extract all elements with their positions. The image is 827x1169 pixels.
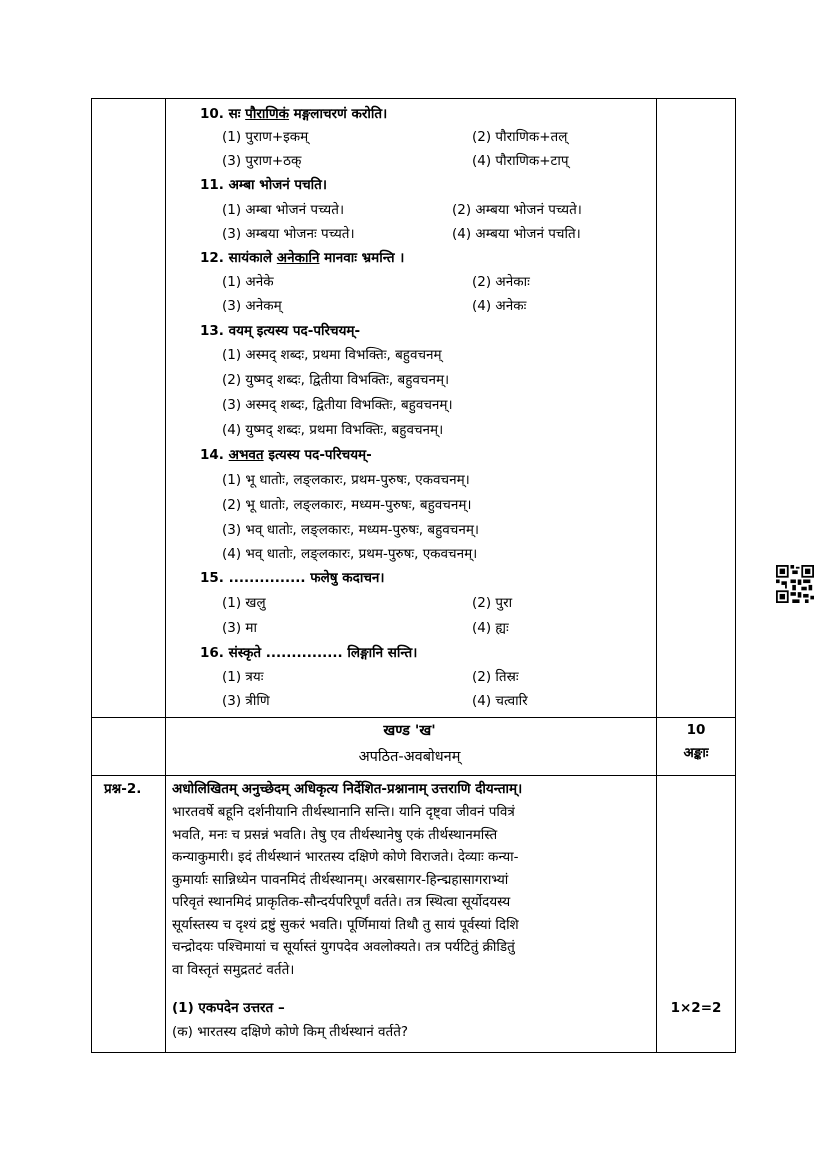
option: (1) भू धातोः, लङ्लकारः, प्रथम-पुरुषः, एकवचनम्। [222, 472, 470, 488]
option: (3) भव् धातोः, लङ्लकारः, मध्यम-पुरुषः, बहुवचनम्। [222, 522, 480, 538]
question-16-stem: 16. संस्कृते ............... लिङ्गानि सन्ति। [200, 645, 418, 661]
option: (3) पुराण+ठक् [222, 153, 302, 169]
sub-question-marks: 1×2=2 [670, 1000, 722, 1016]
option: (2) अनेकाः [472, 274, 530, 290]
question-12-stem: 12. सायंकाले अनेकानि मानवाः भ्रमन्ति । [200, 250, 405, 266]
section-marks-label: अङ्काः [683, 745, 709, 761]
option: (2) युष्मद् शब्दः, द्वितीया विभक्तिः, बहुवचनम्। [222, 372, 450, 388]
option: (3) मा [222, 620, 257, 636]
option: (2) तिस्रः [472, 669, 519, 685]
column-divider [656, 99, 657, 1052]
option: (1) अम्बा भोजनं पच्यते। [222, 202, 345, 218]
option: (1) अनेके [222, 274, 274, 290]
passage-line: भारतवर्षे बहूनि दर्शनीयानि तीर्थस्थानानि सन्ति। यानि दृष्ट्वा जीवनं पवित्रं [172, 804, 515, 820]
option: (1) खलु [222, 595, 266, 611]
option: (4) युष्मद् शब्दः, प्रथमा विभक्तिः, बहुवचनम्। [222, 422, 444, 438]
option: (4) चत्वारि [472, 693, 528, 709]
row-divider [92, 717, 735, 718]
option: (4) अनेकः [472, 298, 527, 314]
option: (4) अम्बया भोजनं पचति। [452, 226, 581, 242]
option: (2) पुरा [472, 595, 513, 611]
option: (4) ह्यः [472, 620, 509, 636]
question-13-stem: 13. वयम् इत्यस्य पद-परिचयम्- [200, 323, 361, 339]
section-marks: 10 [686, 722, 706, 738]
section-subtitle: अपठित-अवबोधनम् [358, 749, 461, 765]
option: (4) भव् धातोः, लङ्लकारः, प्रथम-पुरुषः, एकवचनम्। [222, 546, 478, 562]
passage-line: भवति, मनः च प्रसन्नं भवति। तेषु एव तीर्थस्थानेषु एकं तीर्थस्थानमस्ति [172, 826, 498, 843]
column-divider [165, 99, 166, 1052]
section-title: खण्ड 'ख' [383, 723, 436, 739]
option: (2) पौराणिक+तल् [472, 129, 568, 145]
sub-question-heading: (1) एकपदेन उत्तरत – [172, 1000, 285, 1016]
passage-line: कन्याकुमारी। इदं तीर्थस्थानं भारतस्य दक्षिणे कोणे विराजते। देव्याः कन्या- [172, 849, 519, 865]
option: (1) अस्मद् शब्दः, प्रथमा विभक्तिः, बहुवचनम् [222, 347, 442, 363]
option: (3) अम्बया भोजनः पच्यते। [222, 226, 355, 242]
option: (2) भू धातोः, लङ्लकारः, मध्यम-पुरुषः, बहुवचनम्। [222, 497, 472, 513]
question-15-stem: 15. ............... फलेषु कदाचन। [200, 570, 385, 586]
option: (1) त्रयः [222, 669, 264, 685]
option: (2) अम्बया भोजनं पच्यते। [452, 202, 582, 218]
option: (3) त्रीणि [222, 693, 270, 709]
passage-line: चन्द्रोदयः पश्चिमायां च सूर्यास्तं युगपदेव अवलोक्यते। तत्र पर्यटितुं क्रीडितुं [172, 939, 515, 955]
passage-line: कुमार्याः सान्निध्येन पावनमिदं तीर्थस्थानम्। अरबसागर-हिन्द्महासागराभ्यां [172, 871, 509, 888]
passage-line: परिवृतं स्थानमिदं प्राकृतिक-सौन्दर्यपरिपूर्णं वर्तते। तत्र स्थित्वा सूर्योदयस्य [172, 894, 511, 910]
option: (4) पौराणिक+टाप् [472, 153, 569, 169]
sub-question-ka: (क) भारतस्य दक्षिणे कोणे किम् तीर्थस्थानं वर्तते? [172, 1024, 409, 1040]
qr-code-icon [776, 565, 814, 603]
passage-line: वा विस्तृतं समुद्रतटं वर्तते। [172, 961, 295, 978]
option: (3) अनेकम् [222, 298, 282, 314]
passage [172, 801, 650, 981]
question-14-stem: 14. अभवत इत्यस्य पद-परिचयम्- [200, 447, 372, 463]
question-2-number: प्रश्न-2. [104, 781, 142, 797]
option: (1) पुराण+इकम् [222, 129, 309, 145]
option: (3) अस्मद् शब्दः, द्वितीया विभक्तिः, बहुवचनम्। [222, 397, 453, 413]
question-2-instruction: अधोलिखितम् अनुच्छेदम् अधिकृत्य निर्देशित-प्रश्नानाम् उत्तराणि दीयन्ताम्। [172, 781, 523, 797]
question-10-stem: 10. सः पौराणिकं मङ्गलाचरणं करोति। [200, 106, 388, 122]
row-divider [92, 775, 735, 776]
passage-line: सूर्यास्तस्य च दृश्यं द्रष्टुं सुकरं भवति। पूर्णिमायां तिथौ तु सायं पूर्वस्यां दिशि [172, 916, 519, 933]
question-11-stem: 11. अम्बा भोजनं पचति। [200, 177, 327, 193]
